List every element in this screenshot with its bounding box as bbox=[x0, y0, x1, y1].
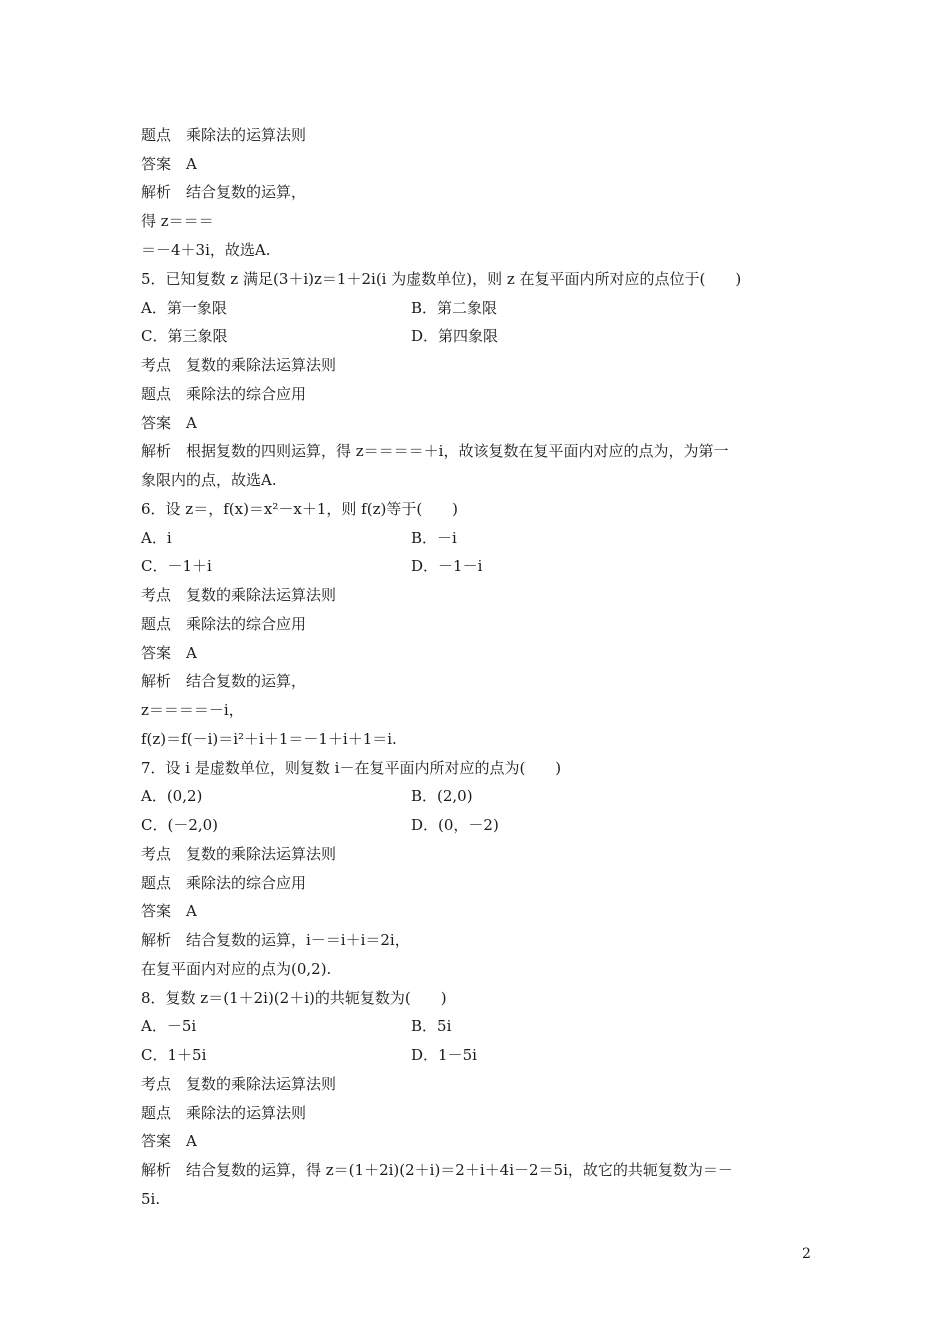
q6-step2: f(z)＝f(－i)＝i²＋i＋1＝－1＋i＋1＝i. bbox=[141, 730, 397, 748]
q7-analysis: 解析 结合复数的运算，i－＝i＋i＝2i， bbox=[141, 931, 410, 949]
q6-step1: z＝＝＝＝－i， bbox=[141, 701, 244, 719]
q8-answer: 答案 A bbox=[141, 1132, 197, 1150]
q5-analysis-line2: 象限内的点，故选A. bbox=[141, 471, 277, 489]
q5-option-d: D．第四象限 bbox=[411, 327, 499, 345]
q8-tidian: 题点 乘除法的运算法则 bbox=[141, 1104, 307, 1122]
q6-option-c: C．－1＋i bbox=[141, 557, 212, 575]
q7-option-c: C．(－2,0) bbox=[141, 816, 219, 834]
q8-analysis-line1: 解析 结合复数的运算，得 z＝(1＋2i)(2＋i)＝2＋i＋4i－2＝5i，故它的共轭复数为＝－ bbox=[141, 1161, 733, 1179]
q4-analysis: 解析 结合复数的运算， bbox=[141, 183, 307, 201]
q5-tidian: 题点 乘除法的综合应用 bbox=[141, 385, 307, 403]
q4-step1: 得 z＝＝＝ bbox=[141, 212, 214, 230]
q8-option-c: C．1＋5i bbox=[141, 1046, 207, 1064]
q7-option-d: D．(0，－2) bbox=[411, 816, 499, 834]
q8-kaodian: 考点 复数的乘除法运算法则 bbox=[141, 1075, 337, 1093]
q7-stem: 7．设 i 是虚数单位，则复数 i－在复平面内所对应的点为( ) bbox=[141, 759, 562, 777]
q5-kaodian: 考点 复数的乘除法运算法则 bbox=[141, 356, 337, 374]
q6-option-b: B．－i bbox=[411, 529, 457, 547]
q6-kaodian: 考点 复数的乘除法运算法则 bbox=[141, 586, 337, 604]
q7-tidian: 题点 乘除法的综合应用 bbox=[141, 874, 307, 892]
q4-step2: ＝－4＋3i，故选A. bbox=[141, 241, 271, 259]
q6-option-a: A．i bbox=[141, 529, 172, 547]
q5-analysis-line1: 解析 根据复数的四则运算，得 z＝＝＝＝＋i，故该复数在复平面内对应的点为，为第一 bbox=[141, 442, 729, 460]
q5-answer: 答案 A bbox=[141, 414, 197, 432]
q8-option-a: A．－5i bbox=[141, 1017, 197, 1035]
q6-stem: 6．设 z＝，f(x)＝x²－x＋1，则 f(z)等于( ) bbox=[141, 500, 459, 518]
q8-option-b: B．5i bbox=[411, 1017, 452, 1035]
q8-option-d: D．1－5i bbox=[411, 1046, 477, 1064]
q6-analysis: 解析 结合复数的运算， bbox=[141, 672, 307, 690]
q7-option-b: B．(2,0) bbox=[411, 787, 473, 805]
q8-stem: 8．复数 z＝(1＋2i)(2＋i)的共轭复数为( ) bbox=[141, 989, 447, 1007]
q4-tidian: 题点 乘除法的运算法则 bbox=[141, 126, 307, 144]
q6-option-d: D．－1－i bbox=[411, 557, 483, 575]
q8-analysis-line2: 5i. bbox=[141, 1190, 161, 1208]
q7-kaodian: 考点 复数的乘除法运算法则 bbox=[141, 845, 337, 863]
q5-stem: 5．已知复数 z 满足(3＋i)z＝1＋2i(i 为虚数单位)，则 z 在复平面内所对应的点位于( ) bbox=[141, 270, 742, 288]
q5-option-a: A．第一象限 bbox=[141, 299, 227, 317]
q7-step1: 在复平面内对应的点为(0,2). bbox=[141, 960, 332, 978]
q5-option-b: B．第二象限 bbox=[411, 299, 498, 317]
page-number: 2 bbox=[802, 1246, 811, 1262]
q5-option-c: C．第三象限 bbox=[141, 327, 228, 345]
q7-option-a: A．(0,2) bbox=[141, 787, 203, 805]
q6-answer: 答案 A bbox=[141, 644, 197, 662]
q7-answer: 答案 A bbox=[141, 902, 197, 920]
q6-tidian: 题点 乘除法的综合应用 bbox=[141, 615, 307, 633]
q4-answer: 答案 A bbox=[141, 155, 197, 173]
